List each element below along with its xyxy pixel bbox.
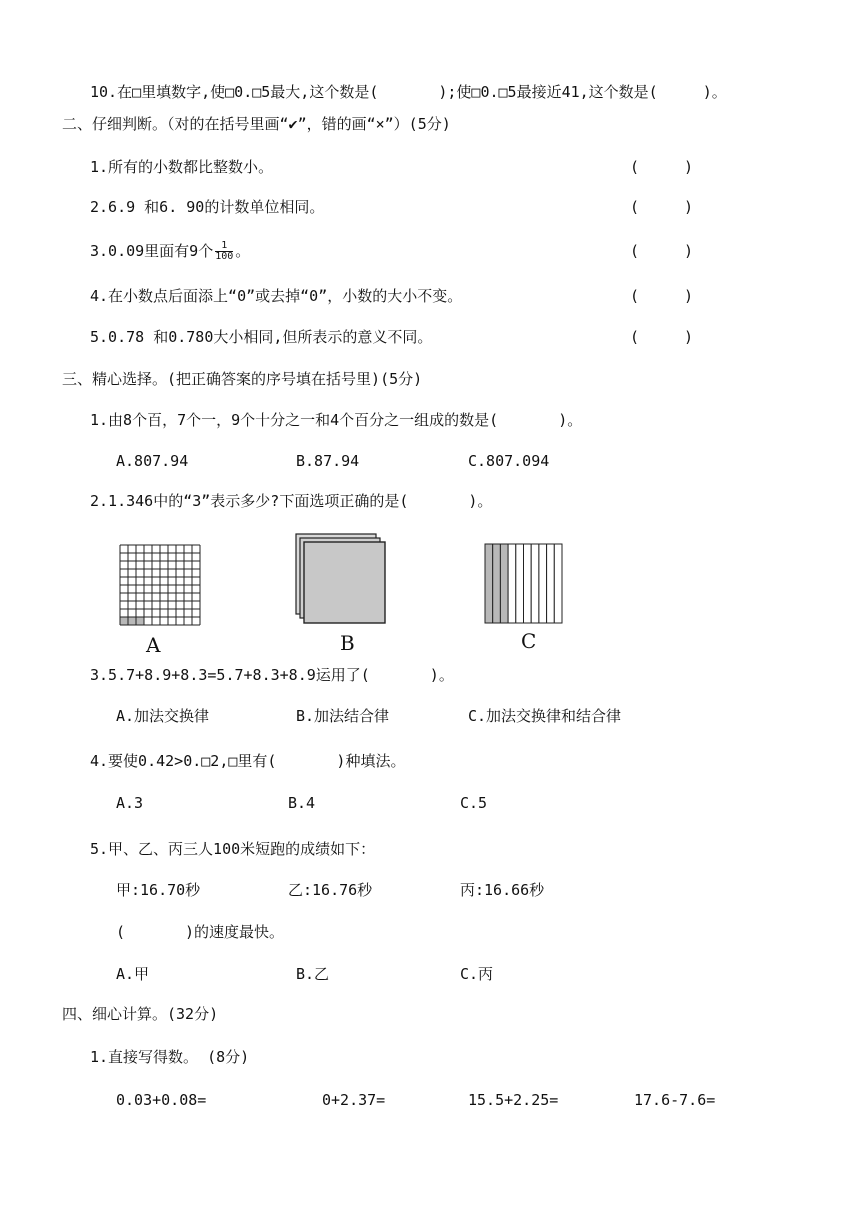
- strip: [547, 544, 555, 623]
- choice-q4: 4.要使0.42>0.□2,□里有( )种填法。: [90, 752, 406, 770]
- shaded-cell: [136, 617, 144, 625]
- strip: [508, 544, 516, 623]
- choice-q4-option-c[interactable]: C.5: [460, 794, 488, 812]
- calc-expr-1[interactable]: 0.03+0.08=: [116, 1091, 207, 1109]
- figure-a-hundred-grid: [119, 544, 201, 628]
- strip: [524, 544, 532, 623]
- choice-q3-option-a[interactable]: A.加法交换律: [116, 707, 210, 725]
- judge-item-5: 5.0.78 和0.780大小相同,但所表示的意义不同。: [90, 328, 433, 346]
- judge-answer-5[interactable]: ( ): [630, 328, 694, 346]
- judge-answer-2[interactable]: ( ): [630, 198, 694, 216]
- calc-expr-3[interactable]: 15.5+2.25=: [468, 1091, 559, 1109]
- judge-item-3: [90, 241, 250, 262]
- choice-q1-option-b[interactable]: B.87.94: [296, 452, 360, 470]
- choice-q3-option-b[interactable]: B.加法结合律: [296, 707, 390, 725]
- section-3-title: 三、精心选择。(把正确答案的序号填在括号里)(5分): [62, 370, 423, 388]
- choice-q1: 1.由8个百，7个一，9个十分之一和4个百分之一组成的数是( )。: [90, 411, 583, 429]
- choice-q2: 2.1.346中的“3”表示多少?下面选项正确的是( )。: [90, 492, 493, 510]
- fraction-numerator: 1: [215, 241, 233, 252]
- choice-q3-option-c[interactable]: C.加法交换律和结合律: [468, 707, 622, 725]
- figure-a-label: A: [146, 633, 161, 657]
- section-4-title: 四、细心计算。(32分): [62, 1005, 219, 1023]
- choice-q5-option-a[interactable]: A.甲: [116, 965, 150, 983]
- time-jia: 甲:16.70秒: [116, 881, 201, 899]
- figure-c-tenths-strips: [484, 543, 564, 625]
- section-2-title: 二、仔细判断。（对的在括号里画“✔”，错的画“×”）(5分): [62, 115, 451, 133]
- fraction-denominator: 100: [215, 251, 234, 262]
- judge-item-3-tail: 。: [235, 242, 251, 260]
- choice-q5-fill: ( )的速度最快。: [116, 923, 285, 941]
- shaded-strip: [485, 544, 493, 623]
- judge-item-3-text: 3.0.09里面有9个: [90, 242, 214, 260]
- choice-q1-option-c[interactable]: C.807.094: [468, 452, 550, 470]
- judge-answer-1[interactable]: ( ): [630, 158, 694, 176]
- calc-expr-4[interactable]: 17.6-7.6=: [634, 1091, 716, 1109]
- time-bing: 丙:16.66秒: [460, 881, 545, 899]
- judge-answer-3[interactable]: ( ): [630, 242, 694, 260]
- fraction-one-hundredth: [215, 241, 233, 262]
- shaded-strip: [493, 544, 501, 623]
- shaded-cell: [128, 617, 136, 625]
- figure-b-label: B: [340, 631, 355, 655]
- judge-item-1: 1.所有的小数都比整数小。: [90, 158, 274, 176]
- shaded-strip: [500, 544, 508, 623]
- judge-answer-4[interactable]: ( ): [630, 287, 694, 305]
- strip: [516, 544, 524, 623]
- question-10: 10.在□里填数字,使□0.□5最大,这个数是( );使□0.□5最接近41,这个数是( )。: [90, 83, 727, 101]
- strip: [539, 544, 547, 623]
- shaded-cell: [120, 617, 128, 625]
- judge-item-4: 4.在小数点后面添上“0”或去掉“0”，小数的大小不变。: [90, 287, 463, 305]
- choice-q1-option-a[interactable]: A.807.94: [116, 452, 189, 470]
- figure-c-label: C: [521, 629, 537, 653]
- choice-q5-option-c[interactable]: C.丙: [460, 965, 494, 983]
- figure-b-stacked-squares: [294, 533, 394, 627]
- time-yi: 乙:16.76秒: [288, 881, 373, 899]
- strip: [554, 544, 562, 623]
- choice-q5: 5.甲、乙、丙三人100米短跑的成绩如下：: [90, 840, 376, 858]
- judge-item-2: 2.6.9 和6. 90的计数单位相同。: [90, 198, 325, 216]
- strip: [531, 544, 539, 623]
- choice-q5-option-b[interactable]: B.乙: [296, 965, 330, 983]
- calc-sub-1: 1.直接写得数。 (8分): [90, 1048, 250, 1066]
- choice-q4-option-b[interactable]: B.4: [288, 794, 316, 812]
- choice-q4-option-a[interactable]: A.3: [116, 794, 144, 812]
- choice-q3: 3.5.7+8.9+8.3=5.7+8.3+8.9运用了( )。: [90, 666, 454, 684]
- calc-expr-2[interactable]: 0+2.37=: [322, 1091, 386, 1109]
